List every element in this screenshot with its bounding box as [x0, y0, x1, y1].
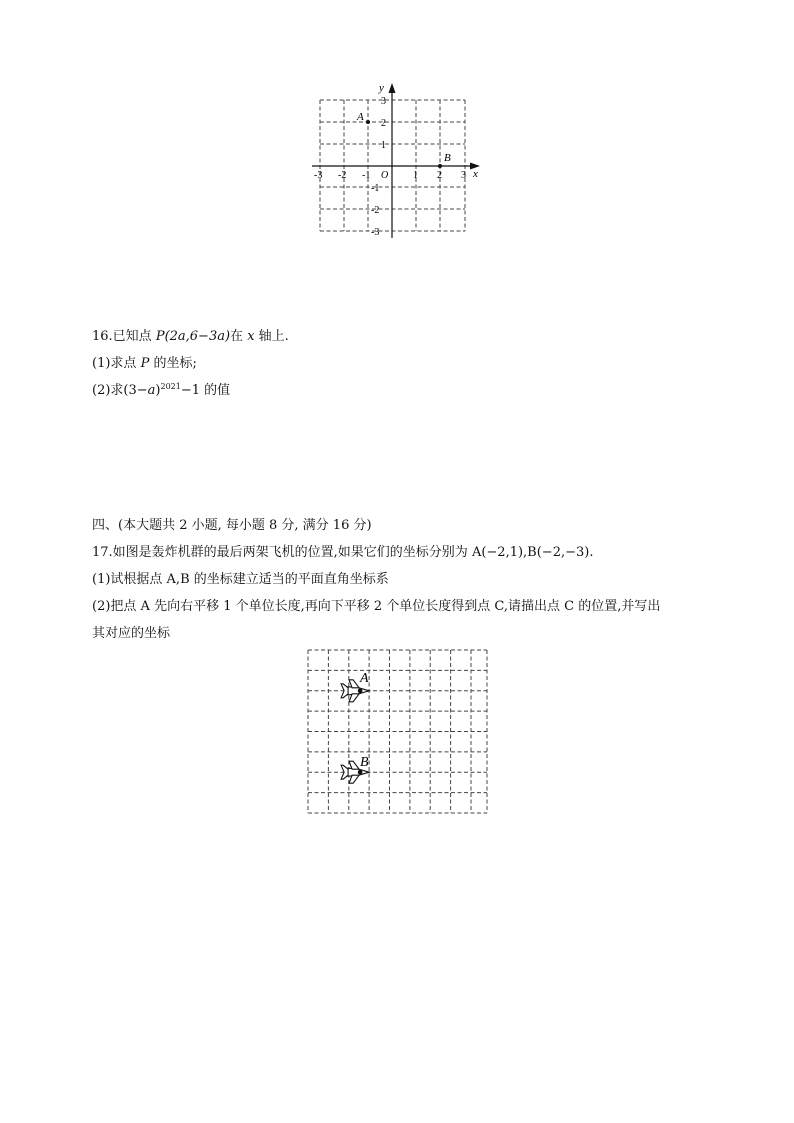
point-b-marker	[438, 164, 442, 168]
x-tick-label: -2	[338, 170, 347, 181]
grid-lines	[308, 650, 487, 813]
y-axis-arrow-icon	[389, 83, 396, 93]
q17-part1: (1)试根据点 A,B 的坐标建立适当的平面直角坐标系	[92, 572, 389, 587]
q16-stem-prefix: 16.已知点	[92, 329, 156, 344]
point-a-marker	[366, 120, 370, 124]
y-tick-label: -3	[371, 227, 380, 238]
q16-part1-suffix: 的坐标;	[149, 356, 197, 371]
x-axis-label: x	[473, 168, 478, 180]
y-tick-label: -2	[371, 205, 380, 216]
x-tick-label: 2	[437, 170, 442, 181]
q16-stem	[92, 328, 289, 346]
q16-part2-prefix: (2)求(3−	[92, 383, 148, 398]
q16-point-coord: (2a,6−3a)	[164, 329, 231, 344]
q16-part1-prefix: (1)求点	[92, 356, 141, 371]
airplane-grid-figure	[303, 645, 493, 817]
axes	[312, 88, 476, 238]
q16-part1-var: P	[140, 356, 150, 371]
q16-stem-suffix: 轴上.	[254, 329, 289, 344]
point-b-label: B	[360, 755, 369, 770]
point-a-label: A	[360, 671, 369, 686]
q17-stem: 17.如图是轰炸机群的最后两架飞机的位置,如果它们的坐标分别为 A(−2,1),B(−2,−3).	[92, 545, 594, 560]
q16-part2-close: )	[155, 383, 161, 398]
y-tick-label: 2	[381, 118, 386, 129]
q16-part2-var: a	[147, 383, 156, 398]
x-tick-label: -3	[314, 170, 323, 181]
x-tick-label: 1	[413, 170, 418, 181]
y-tick-label: 1	[381, 140, 386, 151]
q16-point-name: P	[155, 329, 165, 344]
y-tick-label: -1	[371, 183, 380, 194]
x-tick-label: 3	[461, 170, 466, 181]
y-tick-label: 3	[381, 96, 386, 107]
section-heading: 四、(本大题共 2 小题, 每小题 8 分, 满分 16 分)	[92, 518, 372, 533]
point-b-label: B	[444, 152, 451, 164]
coordinate-grid-figure	[308, 80, 488, 240]
q16-part1	[92, 355, 197, 373]
y-axis-label: y	[379, 82, 384, 94]
q17-part2-line2: 其对应的坐标	[92, 626, 171, 641]
q16-stem-mid: 在	[230, 329, 248, 344]
origin-label: O	[381, 170, 389, 181]
q16-axis-var: x	[247, 329, 255, 344]
q17-part2-line1: (2)把点 A 先向右平移 1 个单位长度,再向下平移 2 个单位长度得到点 C,请描出点 C 的位置,并写出	[92, 599, 661, 614]
q16-part2	[92, 382, 230, 400]
q16-part2-suffix: −1 的值	[180, 383, 231, 398]
point-a-label: A	[357, 111, 364, 123]
q16-part2-exponent: 2021	[160, 382, 181, 391]
x-tick-label: -1	[362, 170, 371, 181]
